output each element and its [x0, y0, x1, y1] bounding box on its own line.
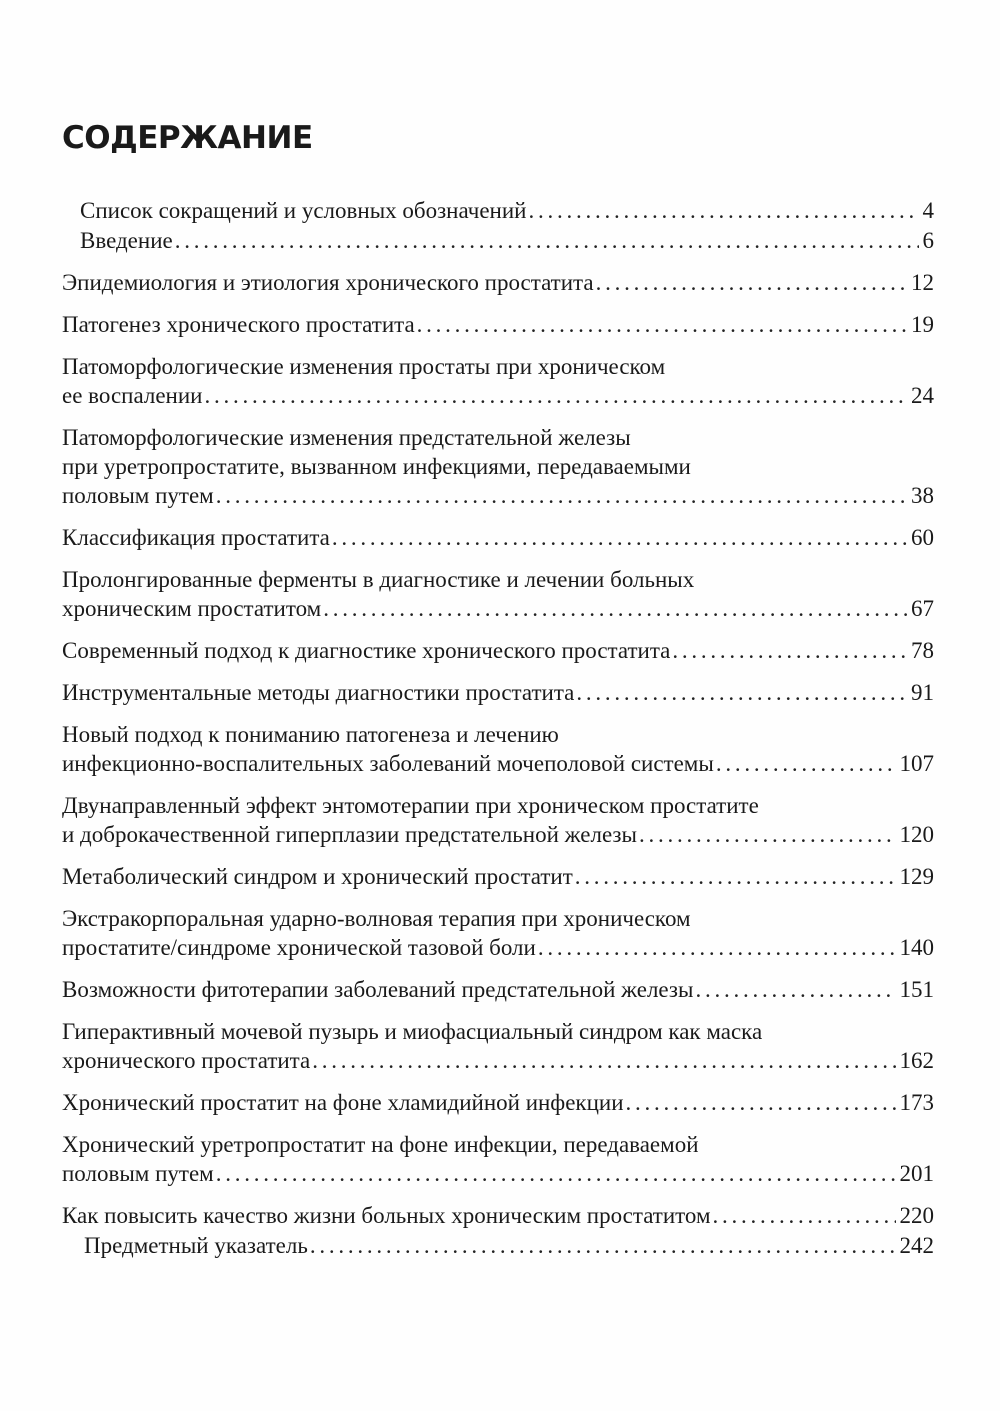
toc-entry-title-line: простатите/синдроме хронической тазовой боли	[62, 935, 536, 960]
dot-leader	[713, 1201, 896, 1230]
toc-entry	[62, 1017, 934, 1075]
toc-entry-page-number: 24	[911, 383, 934, 408]
toc-entry	[62, 226, 934, 255]
toc-entry-title-line: Предметный указатель	[84, 1233, 308, 1258]
toc-entry-page-number: 91	[911, 680, 934, 705]
toc-entry-page-number: 38	[911, 483, 934, 508]
toc-entry	[62, 791, 934, 849]
toc-entry	[62, 904, 934, 962]
toc-entry-page-number: 173	[899, 1090, 934, 1115]
toc-entry-page-number: 242	[899, 1233, 934, 1258]
toc-entry	[62, 423, 934, 510]
dot-leader	[332, 523, 907, 552]
toc-entry-title-line: Патоморфологические изменения предстательной железы	[62, 425, 631, 450]
toc-entry-title-line: Пролонгированные ферменты в диагностике и лечении больных	[62, 567, 695, 592]
toc-entry-title-line: при уретропростатите, вызванном инфекциями, передаваемыми	[62, 454, 691, 479]
dot-leader	[175, 226, 919, 255]
toc-entry	[62, 196, 934, 225]
dot-leader	[672, 636, 907, 665]
toc-entry	[62, 310, 934, 339]
toc-entry-title-line: и доброкачественной гиперплазии предстательной железы	[62, 822, 637, 847]
dot-leader	[310, 1231, 896, 1260]
toc-entry-title-line: Экстракорпоральная ударно-волновая терапия при хроническом	[62, 906, 691, 931]
toc-entry-page-number: 129	[899, 864, 934, 889]
toc-entry-page-number: 151	[899, 977, 934, 1002]
toc-entry	[62, 523, 934, 552]
toc-entry-title-line: Метаболический синдром и хронический простатит	[62, 864, 573, 889]
dot-leader	[596, 268, 907, 297]
toc-entry-page-number: 12	[911, 270, 934, 295]
toc-entry	[62, 1201, 934, 1230]
toc-entry-title-line: Патогенез хронического простатита	[62, 312, 415, 337]
dot-leader	[417, 310, 907, 339]
toc-entry-title-line: Хронический уретропростатит на фоне инфекции, передаваемой	[62, 1132, 699, 1157]
dot-leader	[204, 381, 907, 410]
toc-entry-title-line: Двунаправленный эффект энтомотерапии при хроническом простатите	[62, 793, 759, 818]
toc-entry-page-number: 67	[911, 596, 934, 621]
toc-entry	[62, 720, 934, 778]
toc-entry-page-number: 78	[911, 638, 934, 663]
dot-leader	[626, 1088, 896, 1117]
toc-entry	[62, 975, 934, 1004]
dot-leader	[639, 820, 896, 849]
toc-entry	[62, 678, 934, 707]
toc-entry-title-line: Патоморфологические изменения простаты при хроническом	[62, 354, 666, 379]
toc-entry-page-number: 4	[922, 198, 934, 223]
toc-entry-page-number: 201	[899, 1161, 934, 1186]
toc-entry	[62, 1130, 934, 1188]
toc-entry-title-line: Как повысить качество жизни больных хроническим простатитом	[62, 1203, 711, 1228]
toc-entry-title-line: Эпидемиология и этиология хронического простатита	[62, 270, 594, 295]
dot-leader	[216, 1159, 896, 1188]
toc-entry-title-line: Новый подход к пониманию патогенеза и лечению	[62, 722, 559, 747]
dot-leader	[312, 1046, 895, 1075]
toc-entry-title-line: инфекционно-воспалительных заболеваний мочеполовой системы	[62, 751, 714, 776]
toc-entry-title-line: Инструментальные методы диагностики простатита	[62, 680, 575, 705]
toc-entry-page-number: 162	[899, 1048, 934, 1073]
dot-leader	[695, 975, 895, 1004]
toc-entry-title-line: половым путем	[62, 1161, 214, 1186]
toc-entry	[62, 1231, 934, 1260]
toc-entry	[62, 268, 934, 297]
toc-entry-title-line: Введение	[80, 228, 173, 253]
page-title: СОДЕРЖАНИЕ	[62, 120, 313, 156]
dot-leader	[323, 594, 907, 623]
toc-entry-title-line: Классификация простатита	[62, 525, 330, 550]
toc-entry-title-line: Гиперактивный мочевой пузырь и миофасциальный синдром как маска	[62, 1019, 763, 1044]
toc-entry	[62, 1088, 934, 1117]
toc-entry-title-line: хроническим простатитом	[62, 596, 322, 621]
toc-entry-page-number: 107	[899, 751, 934, 776]
toc-entry-page-number: 220	[899, 1203, 934, 1228]
toc-entry-title-line: Хронический простатит на фоне хламидийной инфекции	[62, 1090, 624, 1115]
toc-entry-title-line: Список сокращений и условных обозначений	[80, 198, 527, 223]
toc-entry-title-line: ее воспалении	[62, 383, 203, 408]
dot-leader	[575, 862, 896, 891]
toc-entry-title-line: половым путем	[62, 483, 214, 508]
table-of-contents	[62, 196, 934, 1260]
toc-entry	[62, 862, 934, 891]
dot-leader	[716, 749, 896, 778]
toc-entry-page-number: 60	[911, 525, 934, 550]
toc-entry-page-number: 120	[899, 822, 934, 847]
dot-leader	[216, 481, 907, 510]
toc-entry	[62, 636, 934, 665]
toc-entry	[62, 565, 934, 623]
dot-leader	[528, 196, 918, 225]
dot-leader	[538, 933, 896, 962]
toc-entry-title-line: хронического простатита	[62, 1048, 311, 1073]
toc-entry-page-number: 6	[922, 228, 934, 253]
toc-entry-page-number: 140	[899, 935, 934, 960]
dot-leader	[576, 678, 907, 707]
toc-entry	[62, 352, 934, 410]
toc-entry-title-line: Современный подход к диагностике хронического простатита	[62, 638, 671, 663]
toc-entry-page-number: 19	[911, 312, 934, 337]
toc-entry-title-line: Возможности фитотерапии заболеваний предстательной железы	[62, 977, 694, 1002]
